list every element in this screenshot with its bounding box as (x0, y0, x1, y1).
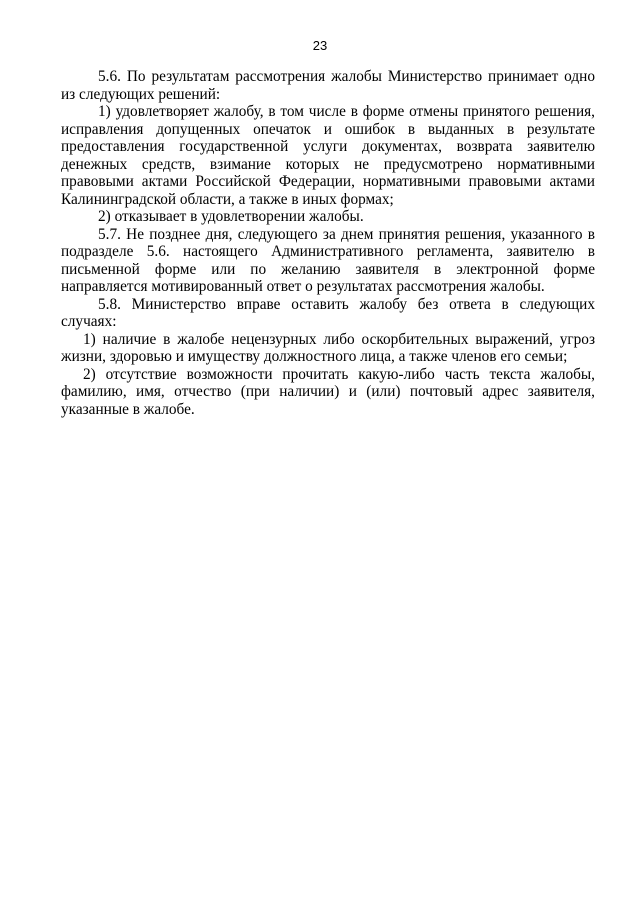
page-number: 23 (312, 38, 328, 53)
paragraph-5-6-item-1: 1) удовлетворяет жалобу, в том числе в форме отмены принятого решения, исправления допущенных опечаток и ошибок в выданных в результате предоставления государственной услуги документах, возврата заявителю денежных средств, взимание которых не предусмотрено нормативными правовыми актами Российской Федерации, нормативными правовыми актами Калининградской области, а также в иных формах; (61, 103, 595, 208)
paragraph-5-8-item-2: 2) отсутствие возможности прочитать какую-либо часть текста жалобы, фамилию, имя, отчество (при наличии) и (или) почтовый адрес заявителя, указанные в жалобе. (61, 365, 595, 418)
paragraph-5-6: 5.6. По результатам рассмотрения жалобы Министерство принимает одно из следующих решений: (61, 68, 595, 103)
paragraph-5-8-item-1: 1) наличие в жалобе нецензурных либо оскорбительных выражений, угроз жизни, здоровью и имуществу должностного лица, а также членов его семьи; (61, 330, 595, 365)
paragraph-5-7: 5.7. Не позднее дня, следующего за днем принятия решения, указанного в подразделе 5.6. настоящего Административного регламента, заявителю в письменной форме или по желанию заявителя в электронной форме направляется мотивированный ответ о результатах рассмотрения жалобы. (61, 225, 595, 295)
paragraph-5-8: 5.8. Министерство вправе оставить жалобу без ответа в следующих случаях: (61, 295, 595, 330)
document-body (61, 68, 595, 418)
paragraph-5-6-item-2: 2) отказывает в удовлетворении жалобы. (98, 208, 364, 225)
